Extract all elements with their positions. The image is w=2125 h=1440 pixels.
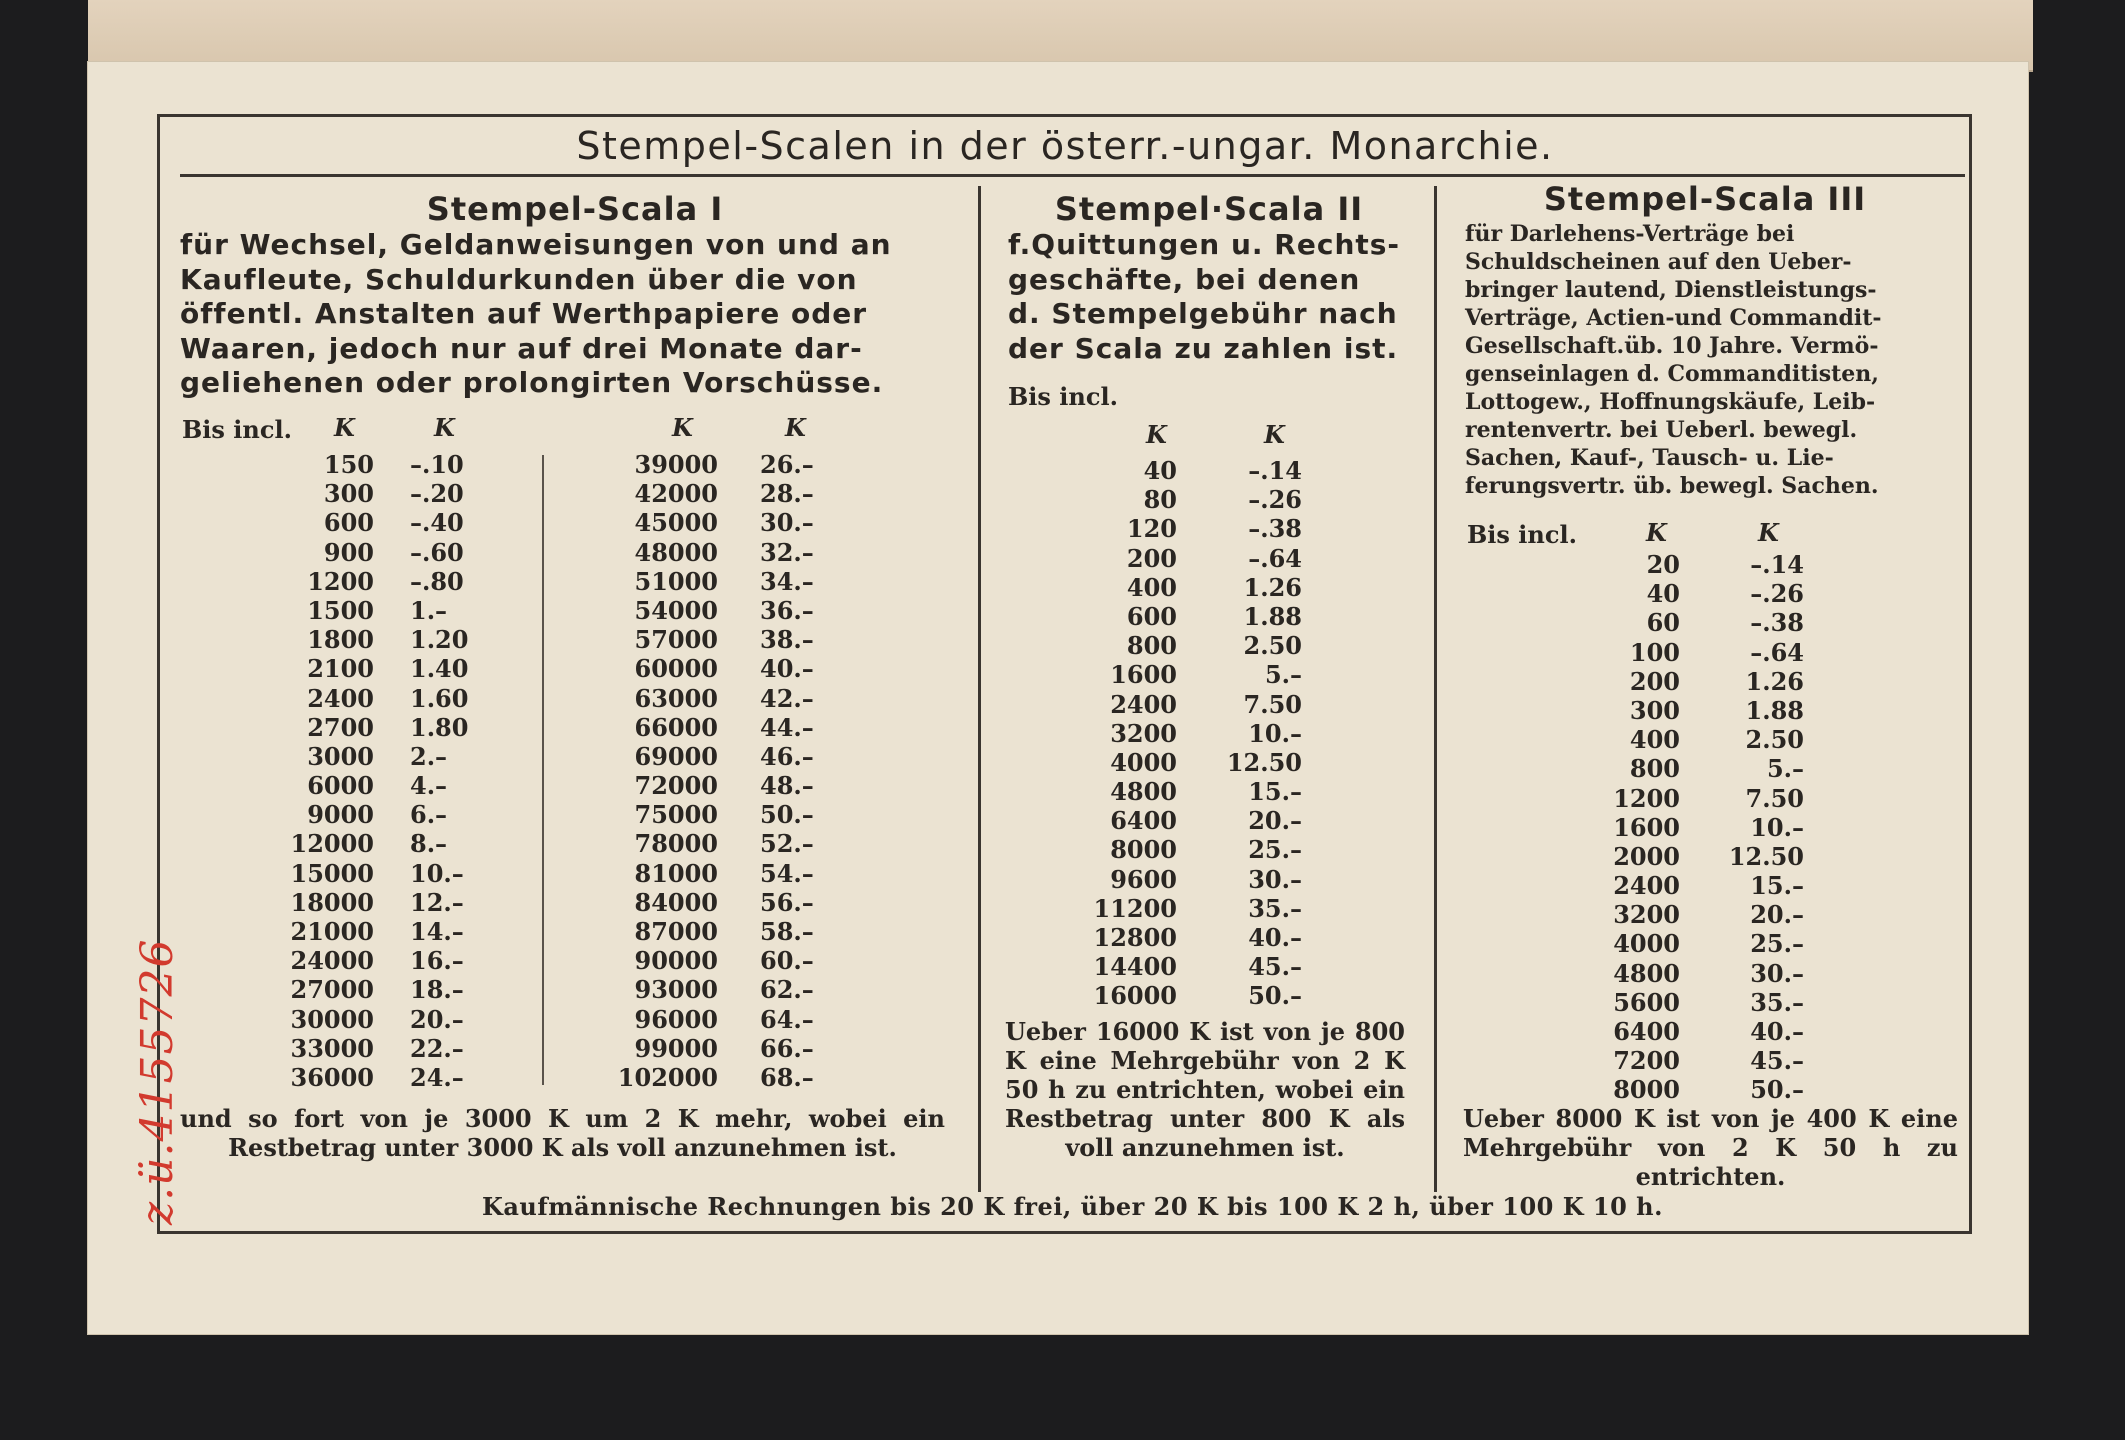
scale2-amount: 600 <box>1126 601 1177 631</box>
scale3-amount: 8000 <box>1613 1075 1680 1105</box>
scale3-amount: 1200 <box>1613 783 1680 813</box>
scale1-amount: 12000 <box>290 829 374 859</box>
scale3-desc-line: Gesellschaft.üb. 10 Jahre. Vermö- <box>1465 333 1879 359</box>
scale1-fee-header-b: K <box>785 413 806 442</box>
scale2-fee: 10.– <box>1248 718 1302 748</box>
scale1-fee: 52.– <box>760 829 814 859</box>
scale1-fee: 34.– <box>760 566 814 596</box>
scale1-fee: 2.– <box>410 741 448 771</box>
scale2-fee: 45.– <box>1248 952 1302 982</box>
scale1-fee: 28.– <box>760 479 814 509</box>
scale3-fees <box>1718 550 1804 1105</box>
scale3-amount: 20 <box>1646 550 1680 579</box>
scale3-fee: –.38 <box>1750 608 1804 638</box>
scale1-fee: 66.– <box>760 1033 814 1063</box>
scale1-amount-header-b: K <box>672 413 693 442</box>
scale2-amounts <box>1075 456 1177 1011</box>
scale3-fee: 2.50 <box>1745 725 1804 755</box>
scale1-desc-line: geliehenen oder prolongirten Vorschüsse. <box>180 366 884 399</box>
scale3-amount: 2400 <box>1613 871 1680 901</box>
scale1-fee: 18.– <box>410 975 464 1005</box>
scale3-desc-line: ferungsvertr. üb. bewegl. Sachen. <box>1465 473 1879 499</box>
scale1-fee: –.80 <box>410 566 464 596</box>
scale2-desc-line: geschäfte, bei denen <box>1008 262 1361 296</box>
scale3-desc-line: Schuldscheinen auf den Ueber- <box>1465 249 1852 275</box>
scale1-fee: 30.– <box>760 508 814 538</box>
scale3-fee: 10.– <box>1750 812 1804 842</box>
scale2-desc-line: der Scala zu zahlen ist. <box>1008 331 1399 365</box>
scale3-fee: –.26 <box>1750 579 1804 609</box>
scale1-amount: 1800 <box>307 625 374 655</box>
scale1-fees-b <box>760 450 860 1092</box>
scale3-fee: 40.– <box>1750 1017 1804 1046</box>
scale3-description <box>1465 220 1960 500</box>
scale1-fee: 32.– <box>760 537 814 567</box>
scale1-fee: 26.– <box>760 450 814 479</box>
scale1-fee: 42.– <box>760 683 814 713</box>
scale1-fee: 6.– <box>410 800 448 830</box>
scale3-fee: –.64 <box>1750 637 1804 667</box>
scale2-fee: 30.– <box>1248 864 1302 894</box>
scale3-fee: 1.88 <box>1745 695 1804 725</box>
scale1-amount: 48000 <box>634 537 718 567</box>
scale1-note: und so fort von je 3000 K um 2 K mehr, wobei ein Restbetrag unter 3000 K als voll anzunehmen ist. <box>180 1104 945 1162</box>
scale2-fees <box>1220 456 1302 1011</box>
scale3-fee: 20.– <box>1750 900 1804 930</box>
scale1-amount: 63000 <box>634 683 718 713</box>
scale2-amount: 3200 <box>1110 718 1177 748</box>
scale2-amount: 11200 <box>1093 893 1177 923</box>
scale3-desc-line: Lottogew., Hoffnungskäufe, Leib- <box>1465 389 1876 415</box>
scale1-fee: 1.40 <box>410 654 469 684</box>
scale1-amount: 30000 <box>290 1004 374 1034</box>
scale1-amount: 99000 <box>634 1033 718 1063</box>
scale1-amount: 300 <box>323 479 374 509</box>
scale2-fee: –.26 <box>1248 485 1302 515</box>
scale1-amount: 42000 <box>634 479 718 509</box>
scale1-fee: 58.– <box>760 917 814 946</box>
scale1-amount: 45000 <box>634 508 718 538</box>
scale2-fee: 1.26 <box>1243 572 1302 602</box>
scale2-amount: 9600 <box>1110 864 1177 894</box>
scale1-amount: 93000 <box>634 975 718 1005</box>
scale2-amount: 16000 <box>1093 981 1177 1011</box>
scale2-amount: 8000 <box>1110 835 1177 865</box>
scale1-amounts-b <box>610 450 718 1092</box>
scale3-desc-line: genseinlagen d. Commanditisten, <box>1465 361 1879 387</box>
scale1-bis-incl: Bis incl. <box>182 415 292 444</box>
scale3-desc-line: Verträge, Actien-und Commandit- <box>1465 305 1882 331</box>
scale2-note: Ueber 16000 K ist von je 800 K eine Mehrgebühr von 2 K 50 h zu entrichten, wobei ein Restbetrag unter 800 K als voll anzunehmen ist. <box>1005 1017 1405 1162</box>
scale1-fee: 10.– <box>410 858 464 888</box>
scale3-bis-incl: Bis incl. <box>1467 520 1577 549</box>
scale1-fee-header: K <box>434 413 455 442</box>
scale2-fee: 20.– <box>1248 806 1302 836</box>
scale1-amount: 150 <box>323 450 374 479</box>
scale3-amount: 40 <box>1646 579 1680 609</box>
scale1-amount: 60000 <box>634 654 718 684</box>
scale2-fee: –.14 <box>1248 456 1302 485</box>
scale1-fee: 16.– <box>410 946 464 976</box>
scale1-desc-line: Kaufleute, Schuldurkunden über die von <box>180 262 858 296</box>
scale3-fee: 5.– <box>1766 754 1804 784</box>
scale2-fee: –.64 <box>1248 543 1302 573</box>
scale1-amount: 78000 <box>634 829 718 859</box>
scale1-amount: 72000 <box>634 771 718 801</box>
scale1-amount: 1500 <box>307 595 374 625</box>
scale1-fee: 50.– <box>760 800 814 830</box>
scale1-amount: 96000 <box>634 1004 718 1034</box>
scale2-amount: 400 <box>1126 572 1177 602</box>
scale1-fee: 24.– <box>410 1062 464 1092</box>
scale1-amount: 33000 <box>290 1033 374 1063</box>
scale1-amount: 69000 <box>634 741 718 771</box>
scale2-amount: 4800 <box>1110 777 1177 807</box>
scale1-amount: 66000 <box>634 712 718 742</box>
scale1-desc-line: Waaren, jedoch nur auf drei Monate dar- <box>180 331 863 365</box>
scale3-amount: 200 <box>1629 666 1680 696</box>
scale2-bis-incl: Bis incl. <box>1008 382 1118 411</box>
scale1-fee: 44.– <box>760 712 814 742</box>
scale2-amount: 2400 <box>1110 689 1177 719</box>
scale3-amount: 6400 <box>1613 1017 1680 1046</box>
scale1-fee: 1.20 <box>410 625 469 655</box>
scale1-fee: –.20 <box>410 479 464 509</box>
scale2-fee: 7.50 <box>1243 689 1302 719</box>
scale1-amount: 87000 <box>634 917 718 946</box>
scale3-note: Ueber 8000 K ist von je 400 K eine Mehrgebühr von 2 K 50 h zu entrichten. <box>1463 1104 1958 1191</box>
column-divider-2 <box>1434 186 1437 1192</box>
footer-note: Kaufmännische Rechnungen bis 20 K frei, über 20 K bis 100 K 2 h, über 100 K 10 h. <box>482 1192 1663 1221</box>
scale1-amount: 57000 <box>634 625 718 655</box>
scale3-amount: 4000 <box>1613 929 1680 959</box>
scale2-fee: –.38 <box>1248 514 1302 544</box>
scale2-fee: 35.– <box>1248 893 1302 923</box>
scale2-amount: 120 <box>1126 514 1177 544</box>
scale1-amount: 36000 <box>290 1062 374 1092</box>
scale1-fee: 8.– <box>410 829 448 859</box>
scale1-amount: 81000 <box>634 858 718 888</box>
scale1-amount: 2400 <box>307 683 374 713</box>
scale3-fee: 15.– <box>1750 871 1804 901</box>
scale1-fee: 4.– <box>410 771 448 801</box>
scale3-amount: 2000 <box>1613 841 1680 871</box>
scale1-amount: 9000 <box>307 800 374 830</box>
scale1-amount: 18000 <box>290 887 374 917</box>
scale2-heading: Stempel·Scala II <box>1054 190 1364 228</box>
scale1-amount: 90000 <box>634 946 718 976</box>
scale1-amount: 21000 <box>290 917 374 946</box>
scale2-fee: 5.– <box>1264 660 1302 690</box>
scale3-amount: 1600 <box>1613 812 1680 842</box>
scale1-fee: 38.– <box>760 625 814 655</box>
scale2-fee: 1.88 <box>1243 601 1302 631</box>
scale3-fee: 35.– <box>1750 987 1804 1017</box>
page-title: Stempel-Scalen in der österr.-ungar. Monarchie. <box>576 124 1554 168</box>
scale3-fee: 45.– <box>1750 1046 1804 1076</box>
scale1-fee: –.60 <box>410 537 464 567</box>
scale1-fee: 12.– <box>410 887 464 917</box>
scale1-amount: 600 <box>323 508 374 538</box>
scale1-fee: –.40 <box>410 508 464 538</box>
scale1-description <box>180 228 975 401</box>
scale2-description <box>1008 228 1428 366</box>
scale1-fee: 20.– <box>410 1004 464 1034</box>
scale3-fee: 50.– <box>1750 1075 1804 1105</box>
column-divider-1 <box>978 186 981 1192</box>
scale1-amount: 24000 <box>290 946 374 976</box>
scale1-fee: 14.– <box>410 917 464 946</box>
scale2-fee: 50.– <box>1248 981 1302 1011</box>
scale3-amount: 7200 <box>1613 1046 1680 1076</box>
scale1-fee: 1.– <box>410 595 448 625</box>
scale3-amount: 5600 <box>1613 987 1680 1017</box>
scale2-amount: 40 <box>1143 456 1177 485</box>
scale1-desc-line: öffentl. Anstalten auf Werthpapiere oder <box>180 297 868 330</box>
scale3-amount: 60 <box>1646 608 1680 638</box>
scale3-fee: 7.50 <box>1745 783 1804 813</box>
scale1-amount: 1200 <box>307 566 374 596</box>
scale1-amount: 75000 <box>634 800 718 830</box>
scale1-amounts-a <box>270 450 374 1092</box>
scale1-fee: 1.60 <box>410 683 469 713</box>
scale1-amount: 6000 <box>307 771 374 801</box>
scale3-desc-line: rentenvertr. bei Ueberl. bewegl. <box>1465 417 1858 443</box>
scale3-fee: 1.26 <box>1745 666 1804 696</box>
scale3-fee: 25.– <box>1750 929 1804 959</box>
scale1-fee: 60.– <box>760 946 814 976</box>
scale2-fee: 12.50 <box>1226 747 1302 777</box>
scale1-fee: 62.– <box>760 975 814 1005</box>
scale1-amount: 84000 <box>634 887 718 917</box>
scale3-desc-line: bringer lautend, Dienstleistungs- <box>1465 277 1877 303</box>
scale1-amount: 39000 <box>634 450 718 479</box>
scale1-amount-header: K <box>334 413 355 442</box>
scale1-amount: 27000 <box>290 975 374 1005</box>
archive-handwritten-number: z.ü.4155726 <box>132 938 183 1225</box>
scale1-heading: Stempel-Scala I <box>426 190 724 228</box>
scale1-amount: 54000 <box>634 595 718 625</box>
scale2-amount: 4000 <box>1110 747 1177 777</box>
scale1-fee: 64.– <box>760 1004 814 1034</box>
scale2-amount: 800 <box>1126 631 1177 661</box>
scale3-amount: 400 <box>1629 725 1680 755</box>
scale2-fee: 25.– <box>1248 835 1302 865</box>
scale3-amount: 800 <box>1629 754 1680 784</box>
scale2-desc-line: f.Quittungen u. Rechts- <box>1008 228 1401 261</box>
scale1-amount: 3000 <box>307 741 374 771</box>
scale3-amount: 4800 <box>1613 958 1680 988</box>
scale1-fee: 56.– <box>760 887 814 917</box>
scale1-fee: 40.– <box>760 654 814 684</box>
scale2-amount-header: K <box>1146 420 1167 449</box>
scale2-amount: 80 <box>1143 485 1177 515</box>
title-rule <box>180 174 1965 177</box>
scale3-fee: 30.– <box>1750 958 1804 988</box>
scale1-fee: 54.– <box>760 858 814 888</box>
scale3-heading: Stempel-Scala III <box>1543 180 1867 218</box>
scale3-amount: 3200 <box>1613 900 1680 930</box>
scale2-amount: 6400 <box>1110 806 1177 836</box>
scale2-fee: 40.– <box>1248 923 1302 952</box>
scale1-fee: 68.– <box>760 1062 814 1092</box>
scale1-amount: 15000 <box>290 858 374 888</box>
scale1-fee: –.10 <box>410 450 464 479</box>
scale2-fee: 15.– <box>1248 777 1302 807</box>
scale1-fee: 48.– <box>760 771 814 801</box>
scale3-desc-line: Sachen, Kauf-, Tausch- u. Lie- <box>1465 445 1834 471</box>
scale2-amount: 14400 <box>1093 952 1177 982</box>
scale2-amount: 200 <box>1126 543 1177 573</box>
scale1-amount: 51000 <box>634 566 718 596</box>
scale1-amount: 2700 <box>307 712 374 742</box>
scale1-fee: 46.– <box>760 741 814 771</box>
scale2-desc-line: d. Stempelgebühr nach <box>1008 297 1398 330</box>
scale1-amount: 102000 <box>617 1062 718 1092</box>
scale2-fee: 2.50 <box>1243 631 1302 661</box>
scale3-fee-header: K <box>1758 518 1779 547</box>
scale2-fee-header: K <box>1264 420 1285 449</box>
scale2-amount: 12800 <box>1093 923 1177 952</box>
scale2-amount: 1600 <box>1110 660 1177 690</box>
scale1-inner-divider <box>542 455 544 1085</box>
scale3-amount: 100 <box>1629 637 1680 667</box>
scale3-amount: 300 <box>1629 695 1680 725</box>
scale3-fee: –.14 <box>1750 550 1804 579</box>
scale3-amount-header: K <box>1646 518 1667 547</box>
scale1-desc-line: für Wechsel, Geldanweisungen von und an <box>180 228 892 261</box>
scale1-fee: 1.80 <box>410 712 469 742</box>
scale1-fees-a <box>410 450 510 1092</box>
scale3-fee: 12.50 <box>1728 841 1804 871</box>
scale1-amount: 2100 <box>307 654 374 684</box>
scale1-fee: 22.– <box>410 1033 464 1063</box>
scale3-amounts <box>1578 550 1680 1105</box>
scale3-desc-line: für Darlehens-Verträge bei <box>1465 221 1795 247</box>
scale1-amount: 900 <box>323 537 374 567</box>
scale1-fee: 36.– <box>760 595 814 625</box>
